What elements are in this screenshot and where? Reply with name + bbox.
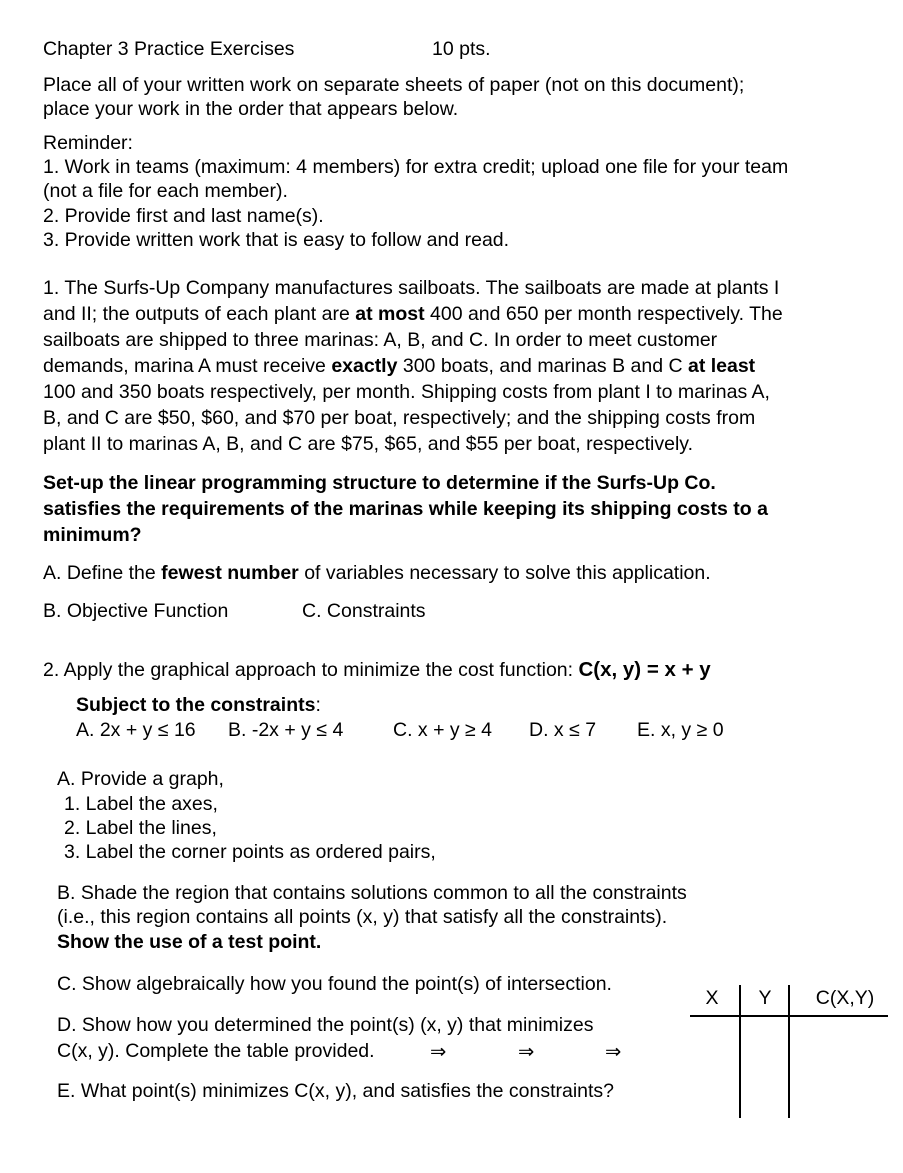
reminder-item-3: 3. Provide written work that is easy to follow and read. <box>43 229 510 251</box>
intro-line-2: place your work in the order that appears below. <box>43 98 459 120</box>
constraint-b: B. -2x + y ≤ 4 <box>228 719 344 741</box>
problem2-part-b-line-3: Show the use of a test point. <box>57 931 322 953</box>
points-label: 10 pts. <box>432 38 491 60</box>
table-header-y: Y <box>758 987 772 1009</box>
problem1-line-1: 1. The Surfs-Up Company manufactures sailboats. The sailboats are made at plants I <box>43 277 780 299</box>
problem1-part-b: B. Objective Function <box>43 600 229 622</box>
reminder-item-2: 2. Provide first and last name(s). <box>43 205 324 227</box>
arrow-icon: ⇒ <box>430 1041 447 1063</box>
problem1-part-a: A. Define the fewest number of variables necessary to solve this application. <box>43 562 711 584</box>
reminder-title: Reminder: <box>43 132 133 154</box>
problem1-line-2: and II; the outputs of each plant are at most 400 and 650 per month respectively. The <box>43 303 783 325</box>
constraint-e: E. x, y ≥ 0 <box>637 719 724 741</box>
part-a-item-3: 3. Label the corner points as ordered pairs, <box>64 841 436 863</box>
page-title: Chapter 3 Practice Exercises <box>43 38 295 60</box>
constraint-c: C. x + y ≥ 4 <box>393 719 493 741</box>
table-header-x: X <box>705 987 719 1009</box>
part-a-item-2: 2. Label the lines, <box>64 817 217 839</box>
reminder-item-1-cont: (not a file for each member). <box>43 180 288 202</box>
problem1-line-3: sailboats are shipped to three marinas: A, B, and C. In order to meet customer <box>43 329 718 351</box>
constraint-d: D. x ≤ 7 <box>529 719 597 741</box>
constraint-a: A. 2x + y ≤ 16 <box>76 719 196 741</box>
arrow-icon: ⇒ <box>518 1041 535 1063</box>
setup-line-1: Set-up the linear programming structure to determine if the Surfs-Up Co. <box>43 472 716 494</box>
table-column-line <box>739 985 741 1118</box>
subject-to-label: Subject to the constraints: <box>76 694 321 716</box>
problem1-line-5: 100 and 350 boats respectively, per month. Shipping costs from plant I to marinas A, <box>43 381 770 403</box>
problem2-part-b-line-2: (i.e., this region contains all points (x, y) that satisfy all the constraints). <box>57 906 668 928</box>
problem2-part-b-line-1: B. Shade the region that contains solutions common to all the constraints <box>57 882 687 904</box>
setup-line-2: satisfies the requirements of the marinas while keeping its shipping costs to a <box>43 498 768 520</box>
problem1-part-c: C. Constraints <box>302 600 426 622</box>
problem1-line-7: plant II to marinas A, B, and C are $75, $65, and $55 per boat, respectively. <box>43 433 694 455</box>
reminder-item-1: 1. Work in teams (maximum: 4 members) for extra credit; upload one file for your team <box>43 156 789 178</box>
problem2-intro: 2. Apply the graphical approach to minimize the cost function: C(x, y) = x + y <box>43 658 711 681</box>
problem2-part-e: E. What point(s) minimizes C(x, y), and satisfies the constraints? <box>57 1080 615 1102</box>
problem1-line-6: B, and C are $50, $60, and $70 per boat, respectively; and the shipping costs from <box>43 407 756 429</box>
intro-line-1: Place all of your written work on separate sheets of paper (not on this document); <box>43 74 745 96</box>
problem2-part-d-line-1: D. Show how you determined the point(s) (x, y) that minimizes <box>57 1014 594 1036</box>
problem2-part-d-line-2: C(x, y). Complete the table provided. <box>57 1040 375 1062</box>
problem1-line-4: demands, marina A must receive exactly 300 boats, and marinas B and C at least <box>43 355 756 377</box>
part-a-item-1: 1. Label the axes, <box>64 793 218 815</box>
problem2-part-a: A. Provide a graph, <box>57 768 224 790</box>
setup-line-3: minimum? <box>43 524 142 546</box>
problem2-part-c: C. Show algebraically how you found the point(s) of intersection. <box>57 973 612 995</box>
arrow-icon: ⇒ <box>605 1041 622 1063</box>
table-column-line <box>788 985 790 1118</box>
table-header-c: C(X,Y) <box>815 987 875 1009</box>
